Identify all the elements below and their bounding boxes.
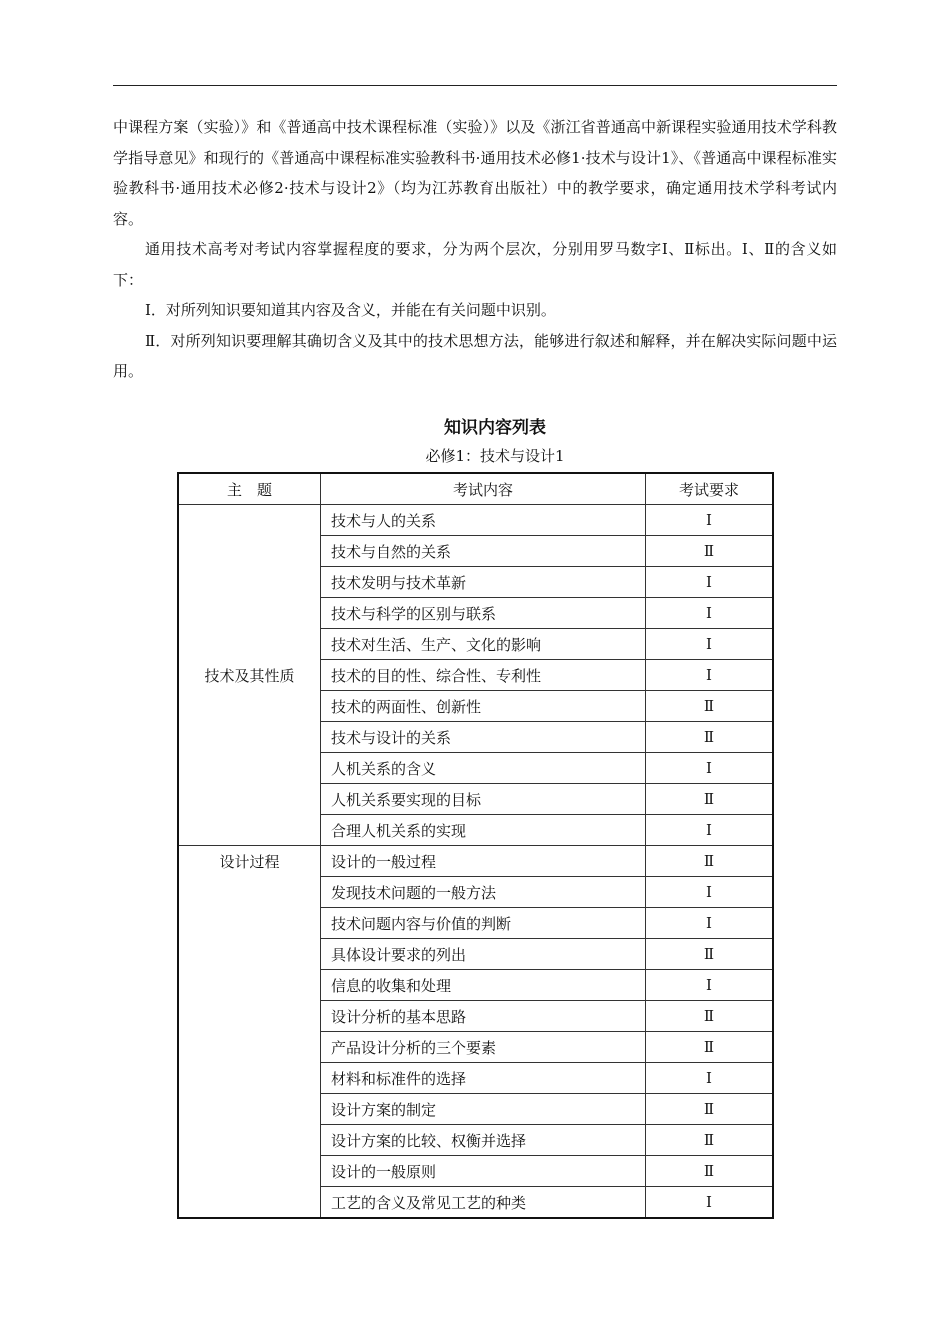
content-cell: 设计的一般原则 <box>321 1156 646 1187</box>
requirement-cell: Ⅱ <box>646 536 774 567</box>
content-cell: 技术的两面性、创新性 <box>321 691 646 722</box>
level-two-definition: Ⅱ．对所列知识要理解其确切含义及其中的技术思想方法，能够进行叙述和解释，并在解决实际问题中运用。 <box>113 331 837 380</box>
requirement-cell: Ⅱ <box>646 1001 774 1032</box>
requirement-cell: Ⅰ <box>646 567 774 598</box>
content-cell: 设计方案的制定 <box>321 1094 646 1125</box>
table-title: 知识内容列表 <box>444 418 546 438</box>
content-cell: 技术与人的关系 <box>321 505 646 536</box>
requirement-cell: Ⅰ <box>646 505 774 536</box>
content-cell: 产品设计分析的三个要素 <box>321 1032 646 1063</box>
requirement-cell: Ⅰ <box>646 908 774 939</box>
requirement-cell: Ⅰ <box>646 598 774 629</box>
requirement-cell: Ⅱ <box>646 1094 774 1125</box>
requirement-cell: Ⅱ <box>646 691 774 722</box>
requirement-cell: Ⅰ <box>646 815 774 846</box>
requirement-cell: Ⅱ <box>646 722 774 753</box>
requirement-cell: Ⅱ <box>646 1125 774 1156</box>
level-one-definition: Ⅰ．对所列知识要知道其内容及含义，并能在有关问题中识别。 <box>145 301 556 319</box>
table-header-row <box>178 473 773 505</box>
requirement-cell: Ⅰ <box>646 877 774 908</box>
requirement-cell: Ⅰ <box>646 753 774 784</box>
requirement-cell: Ⅱ <box>646 1032 774 1063</box>
table-row <box>178 846 773 877</box>
intro-text <box>113 112 837 387</box>
header-content: 考试内容 <box>321 473 646 505</box>
requirement-cell: Ⅰ <box>646 970 774 1001</box>
requirement-cell: Ⅱ <box>646 939 774 970</box>
content-cell: 人机关系的含义 <box>321 753 646 784</box>
content-cell: 技术对生活、生产、文化的影响 <box>321 629 646 660</box>
content-cell: 技术问题内容与价值的判断 <box>321 908 646 939</box>
requirement-cell: Ⅱ <box>646 846 774 877</box>
header-topic: 主 题 <box>178 473 321 505</box>
header-requirement: 考试要求 <box>646 473 774 505</box>
requirement-cell: Ⅰ <box>646 629 774 660</box>
table-subtitle: 必修1：技术与设计1 <box>425 447 565 465</box>
topic-cell: 设计过程 <box>178 846 321 1219</box>
content-cell: 工艺的含义及常见工艺的种类 <box>321 1187 646 1219</box>
content-cell: 发现技术问题的一般方法 <box>321 877 646 908</box>
content-cell: 技术的目的性、综合性、专利性 <box>321 660 646 691</box>
table-body <box>178 505 773 1219</box>
header-rule <box>113 85 837 86</box>
requirement-cell: Ⅱ <box>646 1156 774 1187</box>
content-cell: 人机关系要实现的目标 <box>321 784 646 815</box>
content-cell: 设计的一般过程 <box>321 846 646 877</box>
content-cell: 技术与设计的关系 <box>321 722 646 753</box>
content-cell: 合理人机关系的实现 <box>321 815 646 846</box>
content-cell: 设计方案的比较、权衡并选择 <box>321 1125 646 1156</box>
content-cell: 材料和标准件的选择 <box>321 1063 646 1094</box>
content-cell: 技术与自然的关系 <box>321 536 646 567</box>
paragraph-standards: 中课程方案（实验）》和《普通高中技术课程标准（实验）》以及《浙江省普通高中新课程实验通用技术学科教学指导意见》和现行的《普通高中课程标准实验教科书·通用技术必修1·技术与设计1》、《普通高中课程标准实验教科书·通用技术必修2·技术与设计2》（均为江苏教育出版社）中的教学要求，确定通用技术学科考试内容。 <box>113 118 837 228</box>
content-cell: 技术发明与技术革新 <box>321 567 646 598</box>
content-cell: 技术与科学的区别与联系 <box>321 598 646 629</box>
requirement-cell: Ⅱ <box>646 784 774 815</box>
table-row <box>178 505 773 536</box>
content-cell: 设计分析的基本思路 <box>321 1001 646 1032</box>
requirement-cell: Ⅰ <box>646 660 774 691</box>
content-cell: 信息的收集和处理 <box>321 970 646 1001</box>
knowledge-table <box>177 472 774 1219</box>
paragraph-levels: 通用技术高考对考试内容掌握程度的要求，分为两个层次，分别用罗马数字Ⅰ、Ⅱ标出。Ⅰ、Ⅱ的含义如下： <box>113 240 837 289</box>
requirement-cell: Ⅰ <box>646 1187 774 1219</box>
requirement-cell: Ⅰ <box>646 1063 774 1094</box>
content-cell: 具体设计要求的列出 <box>321 939 646 970</box>
topic-cell: 技术及其性质 <box>178 505 321 846</box>
